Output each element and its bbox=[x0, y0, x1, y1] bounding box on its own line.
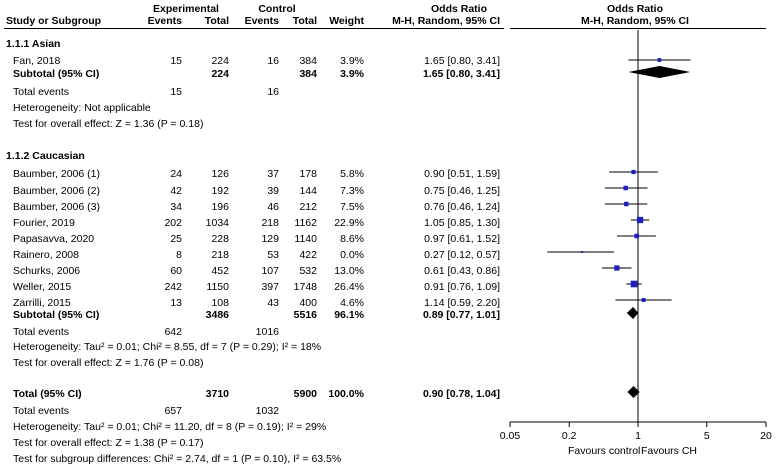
total-exp: 452 bbox=[211, 265, 229, 277]
ci-text: 0.90 [0.51, 1.59] bbox=[424, 168, 500, 180]
x-tick-label: 0.2 bbox=[561, 430, 577, 442]
weight: 0.0% bbox=[340, 249, 364, 261]
study-name: Zarrilli, 2015 bbox=[13, 297, 71, 309]
events-ctrl: 53 bbox=[267, 249, 279, 261]
subtotal-weight: 3.9% bbox=[340, 68, 364, 80]
total-ci: 0.90 [0.78, 1.04] bbox=[422, 388, 500, 400]
favours-ch-label: Favours CH bbox=[641, 445, 698, 457]
point-estimate-square bbox=[631, 170, 635, 174]
events-ctrl: 37 bbox=[267, 168, 279, 180]
col-events-ctrl: Events bbox=[244, 15, 279, 27]
total-exp: 196 bbox=[211, 201, 229, 213]
total-exp: 218 bbox=[211, 249, 229, 261]
odds-ratio-right-title: Odds Ratio bbox=[606, 3, 663, 15]
col-method-left: M-H, Random, 95% CI bbox=[392, 15, 500, 27]
x-tick-label: 0.05 bbox=[499, 430, 521, 442]
ci-text: 1.05 [0.85, 1.30] bbox=[424, 217, 500, 229]
x-tick-label: 5 bbox=[703, 430, 710, 442]
pooled-diamond bbox=[627, 307, 639, 319]
subtotal-label: Subtotal (95% CI) bbox=[13, 68, 100, 80]
events-ctrl: 39 bbox=[267, 185, 279, 197]
total-exp: 192 bbox=[211, 185, 229, 197]
study-name: Fourier, 2019 bbox=[13, 217, 75, 229]
events-exp: 34 bbox=[170, 201, 182, 213]
ci-text: 0.91 [0.76, 1.09] bbox=[424, 281, 500, 293]
weight: 7.3% bbox=[340, 185, 364, 197]
weight: 13.0% bbox=[334, 265, 364, 277]
total-weight: 100.0% bbox=[328, 388, 364, 400]
point-estimate-square bbox=[581, 251, 583, 253]
total-ctrl: 400 bbox=[299, 297, 317, 309]
x-tick-label: 20 bbox=[760, 430, 772, 442]
total-ctrl: 532 bbox=[299, 265, 317, 277]
total-exp: 126 bbox=[211, 168, 229, 180]
events-exp: 60 bbox=[170, 265, 182, 277]
total-ctrl: 1748 bbox=[293, 281, 317, 293]
subtotal-total-exp: 224 bbox=[211, 68, 229, 80]
subtotal-total-ctrl: 384 bbox=[299, 68, 317, 80]
study-name: Baumber, 2006 (1) bbox=[13, 168, 100, 180]
events-exp: 202 bbox=[164, 217, 182, 229]
events-exp: 24 bbox=[170, 168, 182, 180]
total-ctrl: 144 bbox=[299, 185, 317, 197]
study-name: Baumber, 2006 (2) bbox=[13, 185, 100, 197]
events-exp: 15 bbox=[170, 55, 182, 67]
total-events-exp: 657 bbox=[164, 405, 182, 417]
events-exp: 42 bbox=[170, 185, 182, 197]
control-header: Control bbox=[258, 3, 296, 15]
total-events-label: Total events bbox=[13, 405, 70, 417]
odds-ratio-left-title: Odds Ratio bbox=[430, 3, 487, 15]
point-estimate-square bbox=[637, 217, 643, 223]
total-events-ctrl: 1032 bbox=[255, 405, 279, 417]
total-exp: 108 bbox=[211, 297, 229, 309]
col-total-exp: Total bbox=[204, 15, 229, 27]
study-name: Papasavva, 2020 bbox=[13, 233, 95, 245]
ci-text: 1.14 [0.59, 2.20] bbox=[424, 297, 500, 309]
total-ctrl: 422 bbox=[299, 249, 317, 261]
col-method-right: M-H, Random, 95% CI bbox=[581, 15, 689, 27]
subtotal-total-ctrl: 5516 bbox=[293, 309, 317, 321]
subgroup-title: 1.1.1 Asian bbox=[6, 38, 61, 50]
study-name: Baumber, 2006 (3) bbox=[13, 201, 100, 213]
x-tick-label: 1 bbox=[635, 430, 641, 442]
total-ctrl: 212 bbox=[299, 201, 317, 213]
overall-effect-text: Test for overall effect: Z = 1.38 (P = 0.17) bbox=[13, 437, 204, 449]
overall-effect-text: Test for overall effect: Z = 1.36 (P = 0.18) bbox=[13, 118, 204, 130]
total-exp: 1034 bbox=[205, 217, 229, 229]
favours-control-label: Favours control bbox=[568, 445, 641, 457]
weight: 3.9% bbox=[340, 55, 364, 67]
weight: 22.9% bbox=[334, 217, 364, 229]
total-ctrl: 178 bbox=[299, 168, 317, 180]
total-ctrl: 1162 bbox=[294, 217, 317, 229]
total-events-ctrl: 16 bbox=[267, 86, 279, 98]
total-ctrl: 384 bbox=[299, 55, 317, 67]
col-events-exp: Events bbox=[147, 15, 182, 27]
total-events-label: Total events bbox=[13, 326, 70, 338]
subtotal-ci: 0.89 [0.77, 1.01] bbox=[422, 309, 500, 321]
study-name: Fan, 2018 bbox=[13, 55, 61, 67]
point-estimate-square bbox=[631, 281, 638, 288]
subtotal-weight: 96.1% bbox=[334, 309, 364, 321]
total-events-exp: 642 bbox=[164, 326, 182, 338]
total-label: Total (95% CI) bbox=[13, 388, 82, 400]
events-ctrl: 107 bbox=[261, 265, 279, 277]
total-events-label: Total events bbox=[13, 86, 70, 98]
total-exp: 224 bbox=[211, 55, 229, 67]
events-ctrl: 218 bbox=[261, 217, 279, 229]
overall-effect-text: Test for overall effect: Z = 1.76 (P = 0.08) bbox=[13, 357, 204, 369]
weight: 5.8% bbox=[340, 168, 364, 180]
study-name: Weller, 2015 bbox=[13, 281, 72, 293]
weight: 26.4% bbox=[334, 281, 364, 293]
subtotal-ci: 1.65 [0.80, 3.41] bbox=[422, 68, 500, 80]
total-exp: 3710 bbox=[205, 388, 229, 400]
events-exp: 8 bbox=[176, 249, 182, 261]
subtotal-label: Subtotal (95% CI) bbox=[13, 309, 100, 321]
events-ctrl: 16 bbox=[267, 55, 279, 67]
subtotal-total-exp: 3486 bbox=[205, 309, 229, 321]
point-estimate-square bbox=[642, 298, 646, 302]
ci-text: 1.65 [0.80, 3.41] bbox=[424, 55, 500, 67]
study-name: Schurks, 2006 bbox=[13, 265, 81, 277]
ci-text: 0.27 [0.12, 0.57] bbox=[424, 249, 500, 261]
heterogeneity-text: Heterogeneity: Tau² = 0.01; Chi² = 11.20, df = 8 (P = 0.19); I² = 29% bbox=[13, 421, 327, 433]
total-exp: 228 bbox=[211, 233, 229, 245]
col-study: Study or Subgroup bbox=[6, 15, 102, 27]
events-exp: 25 bbox=[170, 233, 182, 245]
total-events-exp: 15 bbox=[170, 86, 182, 98]
total-events-ctrl: 1016 bbox=[255, 326, 279, 338]
weight: 8.6% bbox=[340, 233, 364, 245]
heterogeneity-text: Heterogeneity: Not applicable bbox=[13, 102, 151, 114]
total-ctrl: 5900 bbox=[293, 388, 317, 400]
events-ctrl: 43 bbox=[267, 297, 279, 309]
subgroup-title: 1.1.2 Caucasian bbox=[6, 150, 85, 162]
ci-text: 0.61 [0.43, 0.86] bbox=[424, 265, 500, 277]
events-ctrl: 129 bbox=[261, 233, 279, 245]
ci-text: 0.75 [0.46, 1.25] bbox=[424, 185, 500, 197]
point-estimate-square bbox=[634, 234, 639, 239]
weight: 4.6% bbox=[340, 297, 364, 309]
point-estimate-square bbox=[614, 265, 619, 270]
ci-text: 0.97 [0.61, 1.52] bbox=[424, 233, 500, 245]
subgroup-differences-text: Test for subgroup differences: Chi² = 2.74, df = 1 (P = 0.10), I² = 63.5% bbox=[13, 453, 342, 465]
total-exp: 1150 bbox=[206, 281, 229, 293]
weight: 7.5% bbox=[340, 201, 364, 213]
col-total-ctrl: Total bbox=[292, 15, 317, 27]
col-weight: Weight bbox=[329, 15, 364, 27]
ci-text: 0.76 [0.46, 1.24] bbox=[424, 201, 500, 213]
study-name: Rainero, 2008 bbox=[13, 249, 79, 261]
point-estimate-square bbox=[658, 58, 662, 62]
point-estimate-square bbox=[623, 186, 627, 190]
experimental-header: Experimental bbox=[153, 3, 219, 15]
point-estimate-square bbox=[624, 202, 628, 206]
heterogeneity-text: Heterogeneity: Tau² = 0.01; Chi² = 8.55, df = 7 (P = 0.29); I² = 18% bbox=[13, 341, 322, 353]
total-ctrl: 1140 bbox=[294, 233, 317, 245]
events-exp: 242 bbox=[164, 281, 182, 293]
events-ctrl: 46 bbox=[267, 201, 279, 213]
events-ctrl: 397 bbox=[261, 281, 279, 293]
events-exp: 13 bbox=[170, 297, 182, 309]
